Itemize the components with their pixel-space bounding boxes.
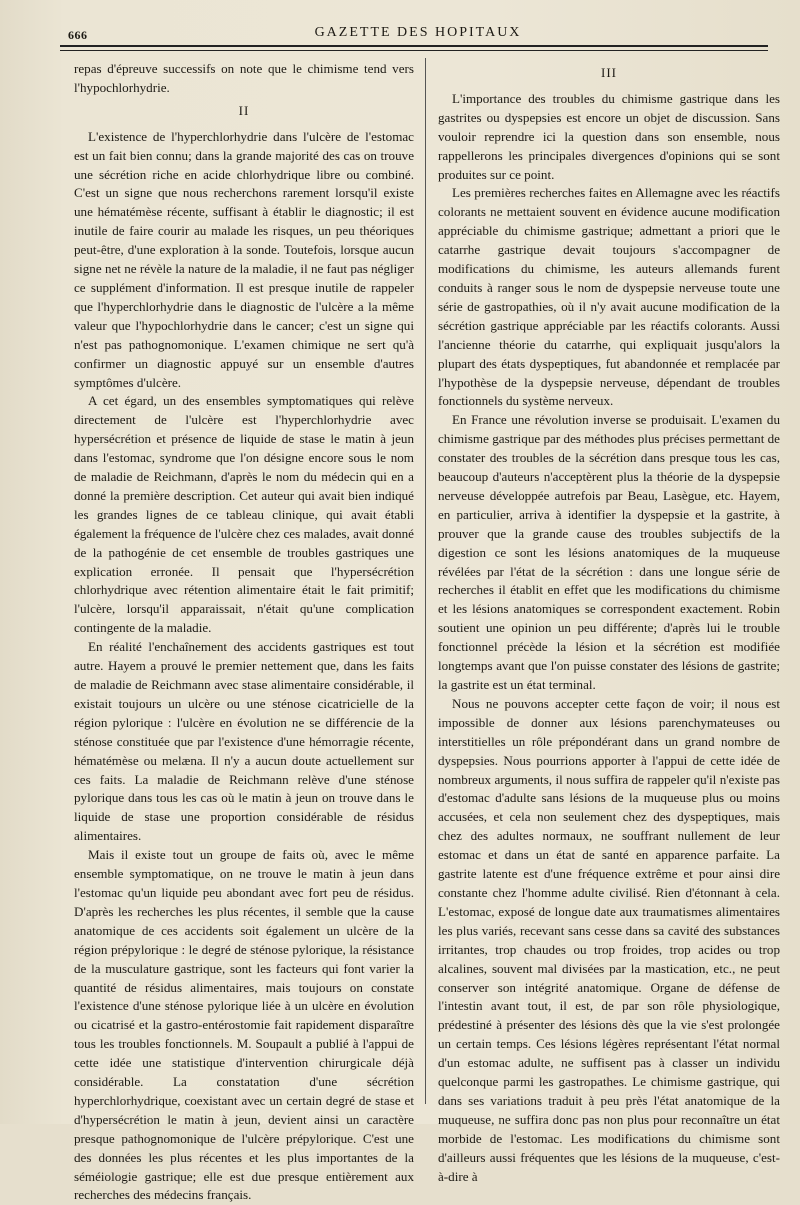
continued-paragraph: repas d'épreuve successifs on note que le chimisme tend vers l'hypochlorhydrie. xyxy=(74,61,414,95)
page-number: 666 xyxy=(68,28,88,42)
paragraph: En France une révolution inverse se produisait. L'examen du chimisme gastrique par des méthodes plus précises permettant de constater des troubles de la sécrétion dans presque tous les cas, beaucoup d'auteurs n'acceptèrent plus la théorie de la dyspepsie nerveuse développée autrefois par Beau, Lasègue, etc. Hayem, en particulier, arriva à identifier la dyspepsie et la gastrite, à prouver que la grande cause des troubles subjectifs de la digestion ce sont les lésions anatomiques de la muqueuse révélées par l'état de la sécrétion : dans une longue série de recherches il établit en effet que les modifications du chimisme et les lésions anatomiques se correspondent exactement. Robin soutient une opinion un peu différente; d'après lui le trouble fonctionnel précède la lésion et la sécrétion est modifiée longtemps avant que l'on puisse constater des lésions de gastrite; la gastrite est un état terminal. xyxy=(438,412,780,692)
paragraph: Nous ne pouvons accepter cette façon de voir; il nous est impossible de donner aux lésions parenchymateuses ou interstitielles un rôle prépondérant dans un grand nombre de dyspepsies. Nous pourrions apporter à l'appui de cette idée de nombreux arguments, il nous suffira de rappeler qu'il n'existe pas d'estomac d'adulte sans lésions de la muqueuse plus ou moins accusées, et cela non seulement chez des dyspeptiques, mais chez des adultes normaux, ne souffrant nullement de leur estomac et dans un état de santé en apparence parfaite. La gastrite latente est d'une fréquence extrême et pour ainsi dire constante chez l'homme adulte civilisé. Rien d'étonnant à cela. L'estomac, exposé de longue date aux traumatismes alimentaires les plus variés, recevant sans cesse dans sa cavité des substances irritantes, trop chaudes ou trop froides, trop acides ou trop alcalines, souvent mal divisées par la mastication, etc., ne peut conserver son intégrité anatomique. Organe de défense de l'intestin avant tout, il est, de par son rôle physiologique, prédestiné à présenter des lésions dès que la vie s'est prolongée un certain temps. Ces lésions légères représentant l'état normal d'un estomac adulte, ne suffisent pas à classer un individu quelconque parmi les gastropathes. Le chimisme gastrique, qui dans ses variations traduit à peu près l'état anatomique de la muqueuse, ne suffira donc pas non plus pour reconnaître un état morbide de l'estomac. Les modifications du chimisme sont d'ailleurs aussi fréquentes que les lésions de la muqueuse, c'est-à-dire à xyxy=(438,695,780,1184)
paragraph: En réalité l'enchaînement des accidents gastriques est tout autre. Hayem a prouvé le premier nettement que, dans les faits de maladie de Reichmann avec stase alimentaire considérable, il existait toujours un ulcère ou une sténose cicatricielle de la région pylorique : l'ulcère en évolution ne se différencie de la sténose constituée que par l'existence d'une hémorragie récente, hématémèse ou melæna. Il n'y a aucun doute actuellement sur ces faits. La maladie de Reichmann relève d'une sténose pylorique dans tous les cas où le matin à jeun on trouve dans le liquide de stase une proportion considérable de résidus alimentaires. xyxy=(74,639,414,844)
paragraph: L'importance des troubles du chimisme gastrique dans les gastrites ou dyspepsies est encore un objet de discussion. Sans vouloir reprendre ici la question dans son ensemble, nous rappellerons les principales divergences d'opinions qui se sont produites sur ce point. xyxy=(438,90,780,182)
page-header xyxy=(68,24,768,44)
paragraph: Les premières recherches faites en Allemagne avec les réactifs colorants ne mettaient souvent en évidence aucune modification appréciable du chimisme gastrique; admettant a priori que le catarrhe gastrique devait toujours s'accompagner de modifications du chimisme, les auteurs allemands furent conduits à ranger sous le nom de dyspepsie nerveuse toute une série de gastropathies, où il n'y avait aucune modification de la sécrétion gastrique appréciable par les réactifs colorants. Aussi l'ancienne théorie du catarrhe, qui expliquait jusqu'alors la plupart des états dyspeptiques, fut abandonnée et remplacée par l'hypothèse de la dyspepsie nerveuse, dépendant de troubles fonctionnels du système nerveux. xyxy=(438,185,780,409)
right-column xyxy=(438,60,780,1186)
journal-title: GAZETTE DES HOPITAUX xyxy=(314,25,522,40)
section-number-iii: III xyxy=(601,65,617,80)
paragraph: A cet égard, un des ensembles symptomatiques qui relève directement de l'ulcère est l'hyperchlorhydrie avec hypersécrétion et présence de liquide de stase le matin à jeun dans l'estomac, syndrome que l'on désigne encore sous le nom de maladie de Reichmann, d'après le nom du médecin qui en a donné la première description. Cet auteur qui avait bien indiqué les grandes lignes de ce tableau clinique, qui avait établi également la fréquence de l'ulcère chez ces malades, avait donné de la pathogénie de cet ensemble de troubles gastriques une explication erronée. Il pensait que l'hypersécrétion chlorhydrique avec rétention alimentaire était le fait primitif; l'ulcère, lorsqu'il apparaissait, n'était qu'une complication contingente de la maladie. xyxy=(74,393,414,636)
header-rule-thick xyxy=(60,45,768,47)
header-rule-thin xyxy=(60,50,768,51)
column-divider xyxy=(425,58,426,1104)
left-column xyxy=(74,60,414,1205)
paragraph: Mais il existe tout un groupe de faits où, avec le même ensemble symptomatique, on ne trouve le matin à jeun dans l'estomac qu'un liquide peu abondant avec fort peu de résidus. D'après les recherches les plus récentes, il semble que la cause anatomique de ces accidents soit également un ulcère de la région prépylorique : le degré de sténose pylorique, la résistance de la musculature gastrique, sont les facteurs qui font varier la quantité de résidus alimentaires, mais toujours on constate l'existence d'une sténose pylorique liée à un ulcère en évolution ou cicatrisé et la gastro-entérostomie fait rapidement disparaître tous les troubles fonctionnels. M. Soupault a publié à l'appui de cette idée une statistique d'intervention chirurgicale déjà considérable. La constatation d'une sécrétion hyperchlorhydrique, coexistant avec un certain degré de stase et d'hypersécrétion le matin à jeun, devient ainsi un caractère presque pathognomonique de l'ulcère prépylorique. C'est une des données les plus récentes et les plus importantes de la séméiologie gastrique; elle est due presque entièrement aux recherches des médecins français. xyxy=(74,847,414,1203)
section-number-ii: II xyxy=(238,102,250,118)
paragraph: L'existence de l'hyperchlorhydrie dans l'ulcère de l'estomac est un fait bien connu; dans la grande majorité des cas on trouve une sécrétion riche en acide chlorhydrique libre ou combiné. C'est un signe que nous recherchons rarement lorsqu'il existe une hématémèse récente, suffisant à établir le diagnostic; il est inutile de faire courir au malade les risques, un peu théoriques peut-être, d'une exploration à la sonde. Toutefois, lorsque aucun signe net ne révèle la nature de la maladie, il ne faut pas négliger ce supplément d'information. Il est presque inutile de rappeler que l'hyperchlorhydrie dans le diagnostic de l'ulcère a la même valeur que l'hypochlorhydrie dans le cancer; c'est un signe qui n'est pas pathognomonique. L'examen chimique ne sert qu'à confirmer un diagnostic appuyé sur un ensemble d'autres symptômes d'ulcère. xyxy=(74,128,414,390)
